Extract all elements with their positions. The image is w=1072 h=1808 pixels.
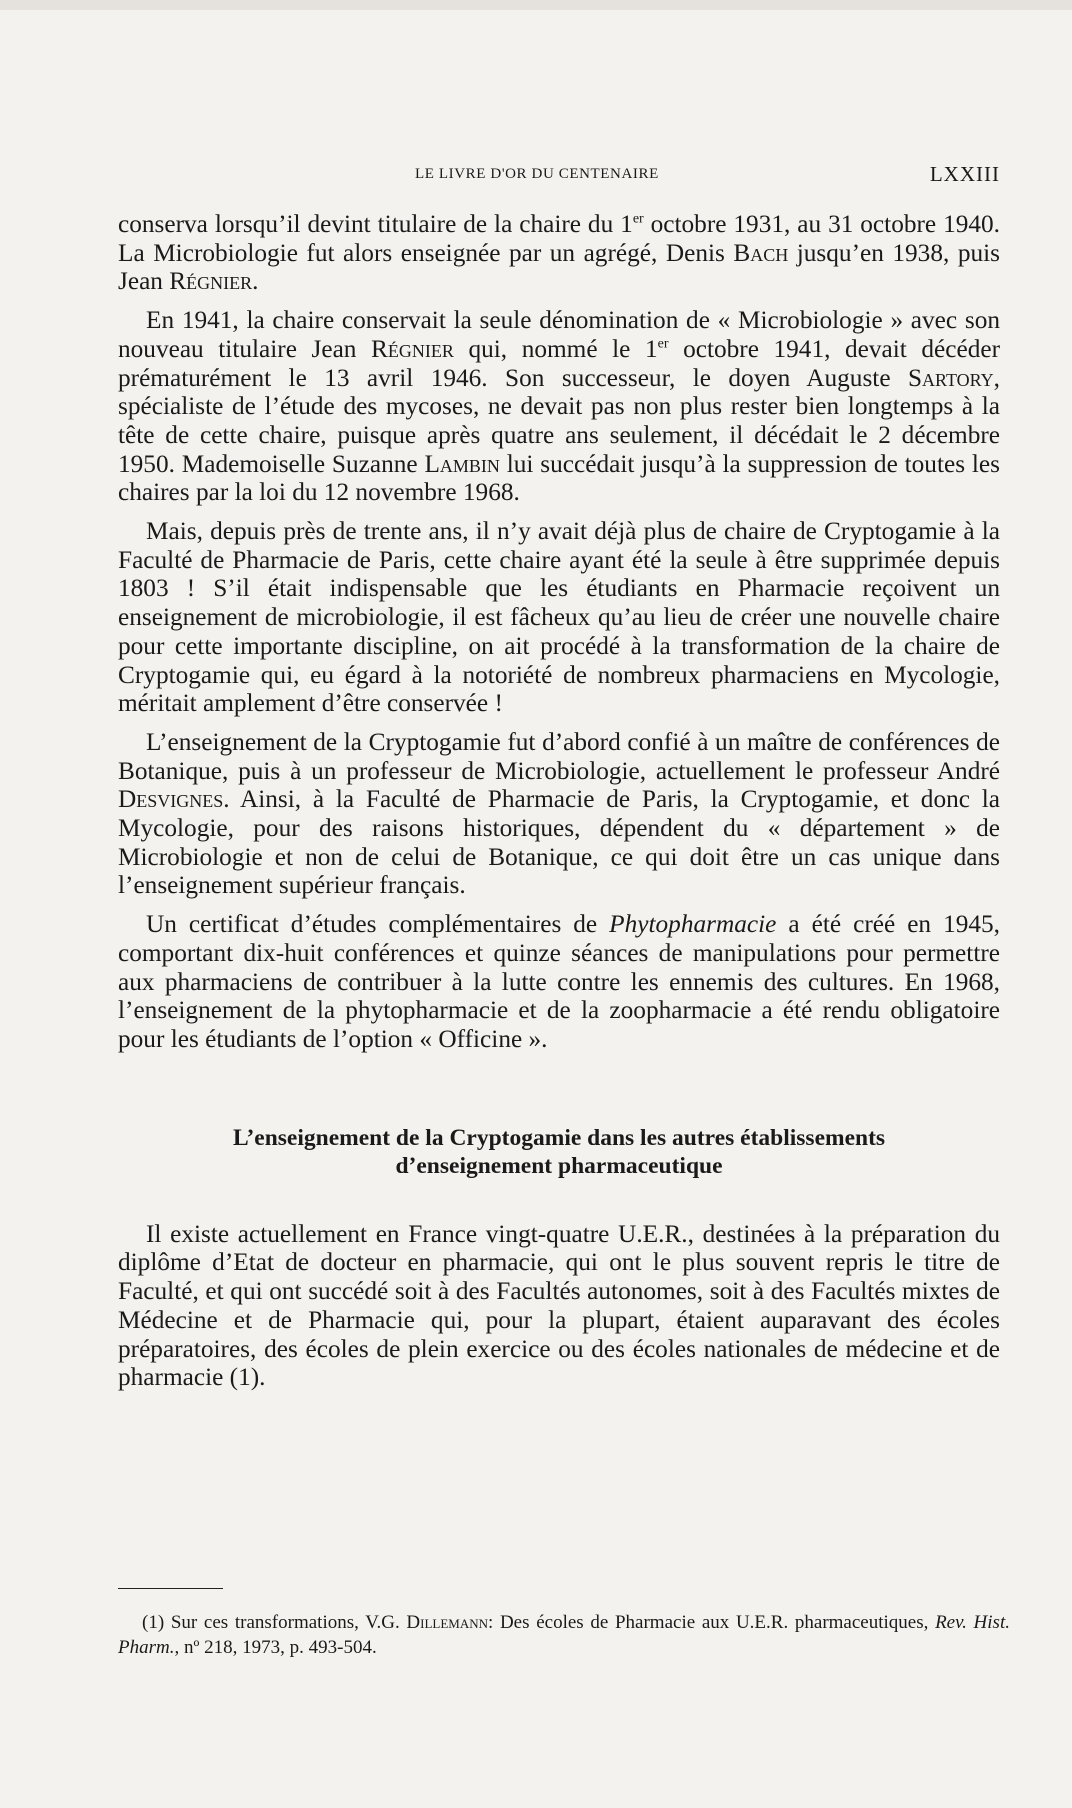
paragraph-5: Un certificat d’études complémentaires de Phytopharmacie a été créé en 1945, comportant dix-huit conférences et quinze séances de manipulations pour permettre aux pharmaciens de contribuer à la lutte contre les ennemis des cultures. En 1968, l’enseignement de la phytopharmacie et de la zoopharmacie a été rendu obligatoire pour les étudiants de l’option « Officine ».: [118, 910, 1000, 1053]
person-name: Régnier: [169, 267, 253, 296]
person-name: Sartory: [907, 363, 994, 392]
footnote-divider: [118, 1588, 223, 1589]
paragraph-2: En 1941, la chaire conservait la seule dénomination de « Microbiologie » avec son nouveau titulaire Jean Régnier qui, nommé le 1er octobre 1941, devait décéder prématurément le 13 avril 1946. Son successeur, le doyen Auguste Sartory, spécialiste de l’étude des mycoses, ne devait pas non plus rester bien longtemps à la tête de cette chaire, puisque après quatre ans seulement, il décédait le 2 décembre 1950. Mademoiselle Suzanne Lambin lui succédait jusqu’à la suppression de toutes les chaires par la loi du 12 novembre 1968.: [118, 306, 1001, 507]
running-head: LE LIVRE D'OR DU CENTENAIRE: [415, 166, 659, 182]
section-heading: L’enseignement de la Cryptogamie dans les autres établissements d’enseignement pharmaceutique: [232, 1124, 886, 1179]
italic-term: Phytopharmacie: [609, 910, 777, 939]
page-number: LXXIII: [929, 162, 1000, 186]
paragraph-3: Mais, depuis près de trente ans, il n’y avait déjà plus de chaire de Cryptogamie à la Faculté de Pharmacie de Paris, cette chaire ayant été la seule à être supprimée depuis 1803 ! S’il était indispensable que les étudiants en Pharmacie reçoivent un enseignement de microbiologie, il est fâcheux qu’au lieu de créer une nouvelle chaire pour cette importante discipline, on ait procédé à la transformation de la chaire de Cryptogamie qui, eu égard à la notoriété de nombreux pharmaciens en Mycologie, méritait amplement d’être conservée !: [118, 517, 1000, 718]
page-header: [120, 162, 1000, 190]
person-name: Dillemann: [406, 1612, 488, 1633]
paragraph-1: conserva lorsqu’il devint titulaire de la chaire du 1er octobre 1931, au 31 octobre 1940. La Microbiologie fut alors enseignée par un agrégé, Denis Bach jusqu’en 1938, puis Jean Régnier.: [118, 210, 1000, 296]
paragraph-4: L’enseignement de la Cryptogamie fut d’abord confié à un maître de conférences de Botanique, puis à un professeur de Microbiologie, actuellement le professeur André Desvignes. Ainsi, à la Faculté de Pharmacie de Paris, la Cryptogamie, et donc la Mycologie, pour des raisons historiques, dépendent du « département » de Microbiologie et non de celui de Botanique, ce qui doit être un cas unique dans l’enseignement supérieur français.: [118, 727, 1000, 900]
body-text: [118, 210, 1000, 1402]
person-name: Desvignes: [118, 785, 224, 814]
person-name: Bach: [733, 238, 789, 267]
scan-edge: [0, 0, 1072, 10]
person-name: Lambin: [424, 449, 500, 478]
journal-title: Rev. Hist. Pharm.: [118, 1612, 1010, 1658]
footnote: (1) Sur ces transformations, V.G. Dillemann: Des écoles de Pharmacie aux U.E.R. pharmaceutiques, Rev. Hist. Pharm., nº 218, 1973, p. 493-504.: [118, 1612, 1010, 1658]
paragraph-6: Il existe actuellement en France vingt-quatre U.E.R., destinées à la préparation du diplôme d’Etat de docteur en pharmacie, qui ont le plus souvent repris le titre de Faculté, et qui ont succédé soit à des Facultés autonomes, soit à des Facultés mixtes de Médecine et de Pharmacie qui, pour la plupart, étaient auparavant des écoles préparatoires, des écoles de plein exercice ou des écoles nationales de médecine et de pharmacie (1).: [118, 1219, 1000, 1392]
person-name: Régnier: [371, 334, 454, 363]
